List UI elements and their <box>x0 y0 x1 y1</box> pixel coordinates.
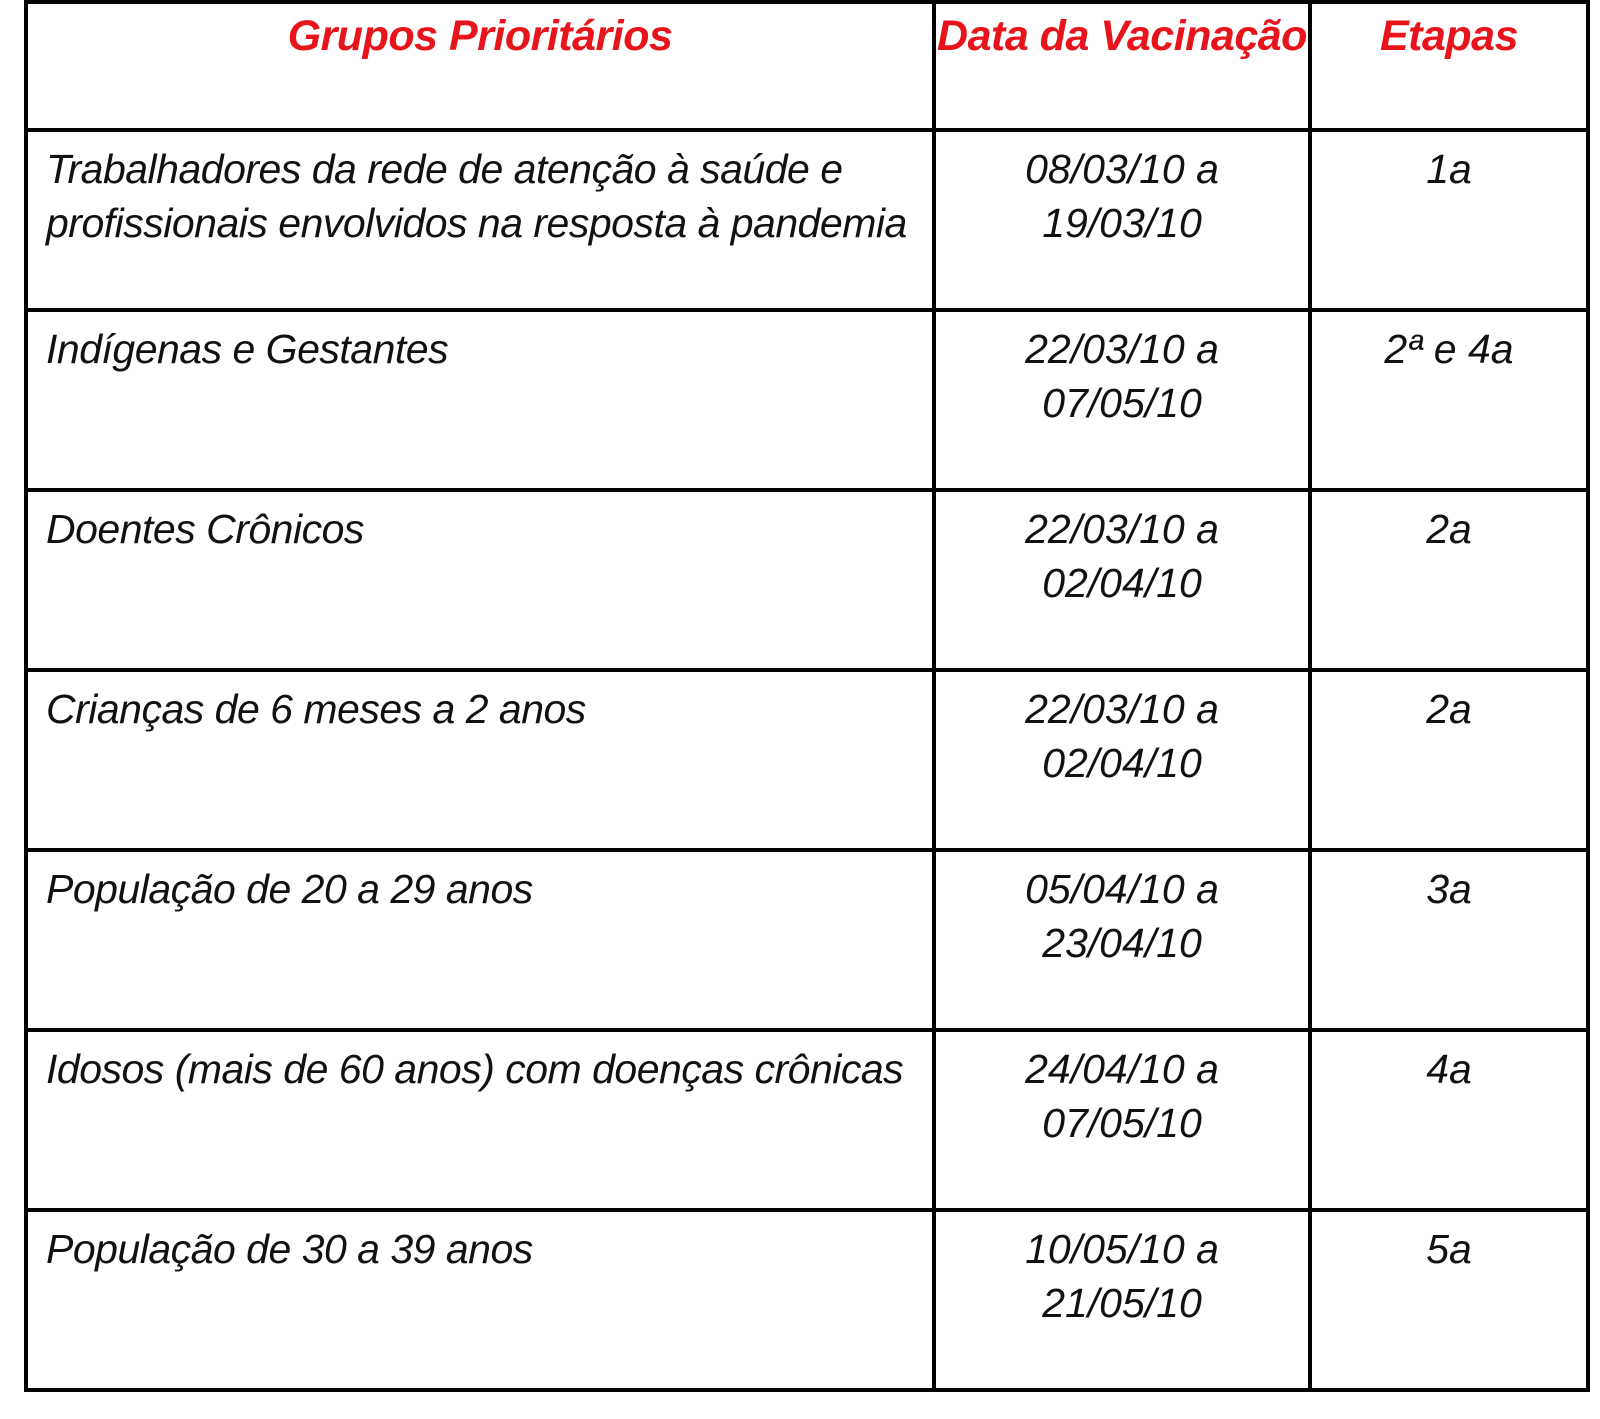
group-text-line1: Crianças de 6 meses a 2 anos <box>46 686 586 732</box>
date-start: 22/03/10 a <box>1025 506 1219 552</box>
date-start: 05/04/10 a <box>1025 866 1219 912</box>
table-row <box>26 1030 1588 1210</box>
table-row <box>26 310 1588 490</box>
group-text-line1: População de 20 a 29 anos <box>46 866 533 912</box>
stage-cell: 2a <box>1310 490 1588 670</box>
group-cell <box>26 490 934 670</box>
group-text-line2: profissionais envolvidos na resposta à pandemia <box>46 200 907 246</box>
group-cell <box>26 670 934 850</box>
group-cell <box>26 130 934 310</box>
vaccination-schedule-table <box>24 0 1590 1392</box>
stage-cell: 5a <box>1310 1210 1588 1390</box>
vaccination-schedule-table-container <box>24 0 1586 1392</box>
group-cell <box>26 310 934 490</box>
date-start: 08/03/10 a <box>1025 146 1219 192</box>
group-text-line1: Doentes Crônicos <box>46 506 364 552</box>
stage-cell: 4a <box>1310 1030 1588 1210</box>
stage-cell: 1a <box>1310 130 1588 310</box>
stage-cell: 3a <box>1310 850 1588 1030</box>
date-start: 24/04/10 a <box>1025 1046 1219 1092</box>
date-end: 02/04/10 <box>1042 740 1202 786</box>
header-priority-groups: Grupos Prioritários <box>26 2 934 130</box>
stage-cell: 2ª e 4a <box>1310 310 1588 490</box>
date-end: 02/04/10 <box>1042 560 1202 606</box>
table-row <box>26 850 1588 1030</box>
date-start: 22/03/10 a <box>1025 326 1219 372</box>
date-start: 10/05/10 a <box>1025 1226 1219 1272</box>
date-end: 21/05/10 <box>1042 1280 1202 1326</box>
date-cell <box>934 130 1310 310</box>
table-row <box>26 130 1588 310</box>
date-cell <box>934 490 1310 670</box>
table-header-row <box>26 2 1588 130</box>
group-cell <box>26 1210 934 1390</box>
group-text-line1: Indígenas e Gestantes <box>46 326 449 372</box>
table-row <box>26 670 1588 850</box>
header-vaccination-date: Data da Vacinação <box>934 2 1310 130</box>
date-cell <box>934 670 1310 850</box>
group-text-line1: Trabalhadores da rede de atenção à saúde e <box>46 146 843 192</box>
date-cell <box>934 1030 1310 1210</box>
header-stages: Etapas <box>1310 2 1588 130</box>
date-end: 23/04/10 <box>1042 920 1202 966</box>
date-cell <box>934 310 1310 490</box>
date-cell <box>934 850 1310 1030</box>
date-end: 07/05/10 <box>1042 1100 1202 1146</box>
group-text-line1: População de 30 a 39 anos <box>46 1226 533 1272</box>
table-row <box>26 1210 1588 1390</box>
table-row <box>26 490 1588 670</box>
group-text-line1: Idosos (mais de 60 anos) com doenças crônicas <box>46 1046 904 1092</box>
date-end: 19/03/10 <box>1042 200 1202 246</box>
group-cell <box>26 850 934 1030</box>
group-cell <box>26 1030 934 1210</box>
date-end: 07/05/10 <box>1042 380 1202 426</box>
stage-cell: 2a <box>1310 670 1588 850</box>
date-cell <box>934 1210 1310 1390</box>
date-start: 22/03/10 a <box>1025 686 1219 732</box>
